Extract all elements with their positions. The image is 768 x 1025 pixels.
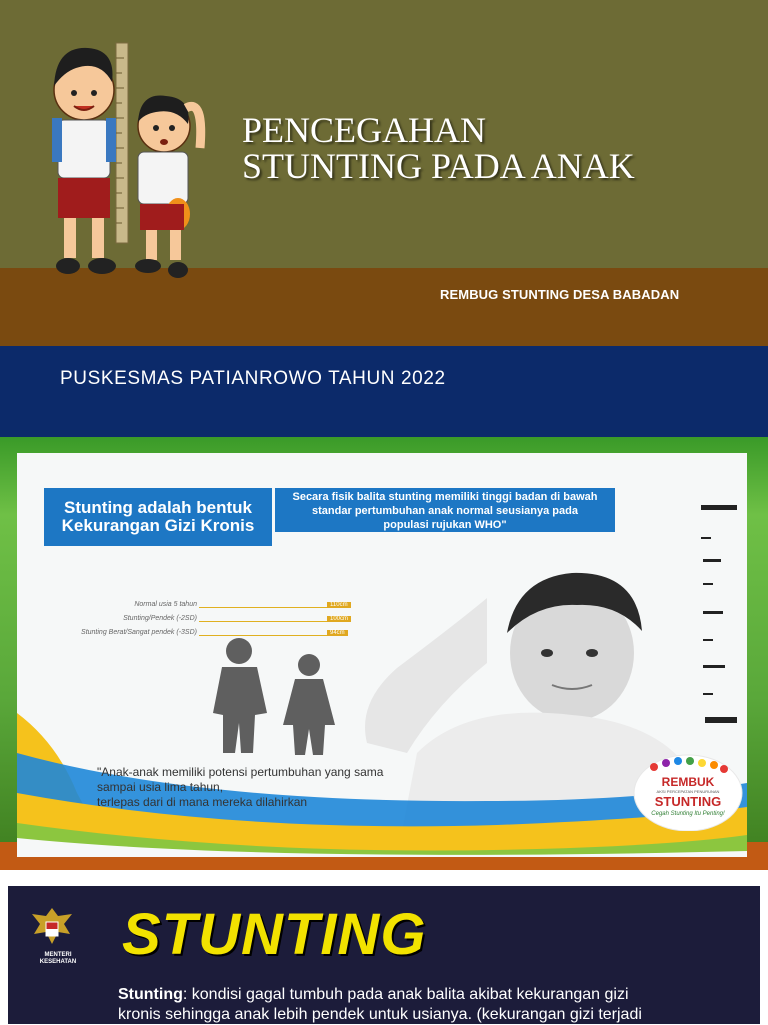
quote-line-2: sampai usia lima tahun, [97, 780, 224, 794]
height-line-normal [199, 607, 327, 608]
title-slide [0, 0, 768, 437]
who-line-2: standar pertumbuhan anak normal seusianya pada [312, 505, 578, 517]
garuda-emblem-icon [28, 904, 76, 952]
height-value-stunting: 100cm [327, 616, 351, 622]
definition-paragraph-line-2: kronis sehingga anak lebih pendek untuk usianya. (kekurangan gizi terjadi [118, 1006, 642, 1023]
quote-line-1: "Anak-anak memiliki potensi pertumbuhan yang sama [97, 765, 384, 779]
ministry-label: MENTERI KESEHATAN [39, 952, 77, 965]
stunting-detail-slide [0, 870, 768, 1024]
definition-text-1: : kondisi gagal tumbuh pada anak balita akibat kekurangan gizi [182, 986, 629, 1003]
definition-line-1: Stunting adalah bentuk [64, 498, 252, 517]
height-label-normal: Normal usia 5 tahun [134, 601, 197, 608]
title-line-1: PENCEGAHAN [242, 110, 487, 150]
height-value-normal: 110cm [327, 602, 351, 608]
who-line-1: Secara fisik balita stunting memiliki tinggi badan di bawah [292, 491, 598, 503]
quote-line-3: terlepas dari di mana mereka dilahirkan [97, 795, 308, 809]
rembuk-stunting-logo [632, 751, 744, 831]
title-line-2: STUNTING PADA ANAK [242, 146, 635, 186]
logo-stunting-text: STUNTING [654, 794, 722, 809]
stunting-heading: STUNTING [122, 902, 427, 967]
growth-quote [97, 765, 457, 810]
definition-term: Stunting [118, 986, 183, 1003]
definition-line-2: Kekurangan Gizi Kronis [61, 516, 255, 535]
presentation-title [242, 112, 742, 184]
height-label-severe: Stunting Berat/Sangat pendek (-3SD) [81, 629, 197, 636]
infographic-card [17, 453, 747, 857]
stunting-definition-text [118, 985, 738, 1025]
height-line-severe [199, 635, 327, 636]
definition-paragraph-line-1 [118, 985, 738, 1005]
who-description-box [275, 488, 615, 532]
presentation-footer: PUSKESMAS PATIANROWO TAHUN 2022 [60, 368, 446, 389]
logo-subtext: AKSI PERCEPATAN PENURUNAN [656, 789, 720, 794]
presentation-subtitle: REMBUG STUNTING DESA BABADAN [440, 287, 680, 302]
logo-rembuk-text: REMBUK [661, 775, 715, 789]
title-slide-blue-band [0, 346, 768, 437]
stunting-definition-slide [0, 437, 768, 870]
height-line-stunting [199, 621, 327, 622]
who-line-3: populasi rujukan WHO" [383, 519, 507, 531]
height-label-stunting: Stunting/Pendek (-2SD) [123, 615, 197, 622]
height-value-severe: 94cm [327, 630, 348, 636]
logo-tagline: Cegah Stunting Itu Penting! [651, 811, 725, 817]
definition-box [44, 488, 272, 546]
children-height-illustration [36, 38, 216, 296]
